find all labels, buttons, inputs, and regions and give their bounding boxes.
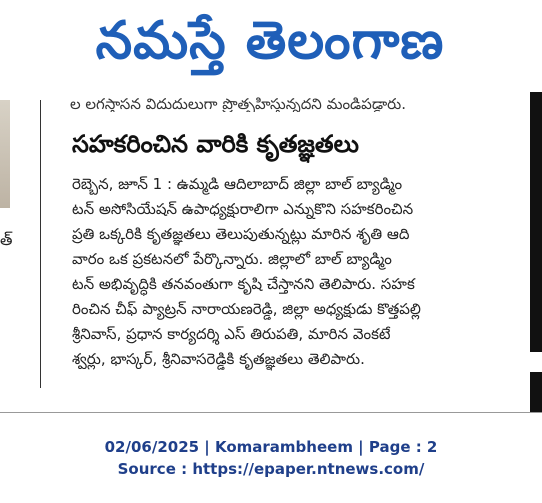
source-url[interactable]: Source : https://epaper.ntnews.com/ — [117, 460, 425, 478]
adjacent-column-edge-lower — [530, 372, 542, 412]
article-body — [72, 172, 524, 372]
adjacent-column-line — [0, 255, 28, 285]
article-line: శ్రీనివాస్, ప్రధాన కార్యదర్శి ఎస్ తిరుపతి, మారిన వెంకటే — [72, 325, 391, 343]
article-line: రెబ్బెన, జూన్ 1 : ఉమ్మడి ఆదిలాబాద్ జిల్లా బాల్ బ్యాడ్మిం — [72, 175, 403, 193]
page-footer — [0, 436, 542, 480]
footer-divider — [0, 412, 542, 413]
article-line: శ్వర్లు, భాస్కర్, శ్రీనివాసరెడ్డికి కృతజ్ఞతలు తెలిపారు. — [72, 350, 365, 368]
adjacent-column-line — [0, 315, 28, 345]
article-line: ప్రతి ఒక్కరికి కృతజ్ఞతలు తెలుపుతున్నట్లు మారిన శృతి ఆది — [72, 225, 410, 243]
column-divider — [40, 100, 41, 388]
newspaper-masthead: నమస్తే తెలంగాణ — [95, 11, 445, 71]
adjacent-photo-fragment — [0, 100, 10, 208]
adjacent-column-line — [0, 285, 28, 315]
previous-article-cut-line: ల లగస్తాసన విదుదులుగా ప్రొత్సహిస్తున్నదని మండిపడ్డారు. — [70, 95, 406, 112]
adjacent-column-fragment — [0, 225, 28, 365]
adjacent-column-line: త్ — [0, 230, 13, 249]
article-line: టన్ అసోసియేషన్ ఉపాధ్యక్షురాలిగా ఎన్నుకొని సహకరించిన — [72, 200, 414, 218]
article-line: వారం ఒక ప్రకటనలో పేర్కొన్నారు. జిల్లాలో బాల్ బ్యాడ్మిం — [72, 250, 392, 268]
article-line: రించిన చీఫ్ ప్యాట్రన్ నారాయణరెడ్డి, జిల్లా అధ్యక్షుడు కొత్తపల్లి — [72, 300, 421, 318]
adjacent-column-edge — [530, 92, 542, 352]
edition-info: 02/06/2025 | Komarambheem | Page : 2 — [104, 438, 438, 456]
article-headline: సహకరించిన వారికి కృతజ్ఞతలు — [72, 130, 359, 158]
article-line: టన్ అభివృద్ధికి తనవంతుగా కృషి చేస్తానని తెలిపారు. సహక — [72, 275, 415, 293]
